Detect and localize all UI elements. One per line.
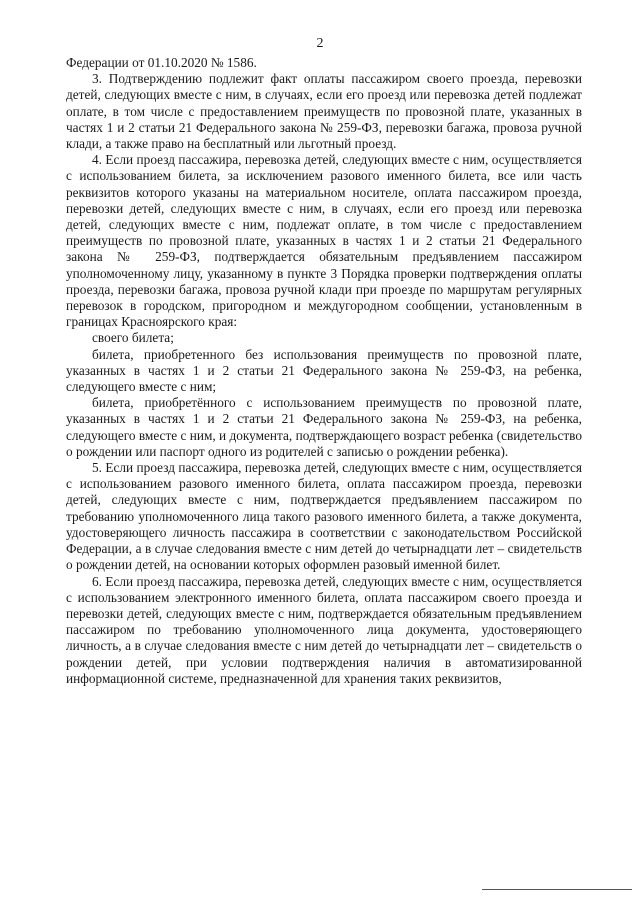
paragraph-item-6: 6. Если проезд пассажира, перевозка детей, следующих вместе с ним, осуществляется с использованием электронного именного билета, оплата пассажиром своего проезда и перевозки детей, следующих вместе с ним, подтверждается обязательным предъявлением пассажиром по требованию уполномоченного лица документа, удостоверяющего личность, а в случае следования вместе с ним детей до четырнадцати лет – свидетельств о рождении детей, при условии подтверждения наличия в автоматизированной информационной системе, предназначенной для хранения таких реквизитов, — [66, 573, 582, 686]
page-number: 2 — [316, 36, 324, 51]
document-body — [66, 55, 582, 687]
paragraph-item-5: 5. Если проезд пассажира, перевозка детей, следующих вместе с ним, осуществляется с использованием разового именного билета, оплата пассажиром проезда, перевозки детей, следующих вместе с ним, подтверждается предъявлением пассажиром по требованию уполномоченного лица такого разового именного билета, а также документа, удостоверяющего личность пассажира в соответствии с законодательством Российской Федерации, а в случае следования вместе с ним детей до четырнадцати лет – свидетельств о рождении детей, на основании которых оформлен разовый именной билет. — [66, 460, 582, 573]
list-item-child-ticket-benefit: билета, приобретённого с использованием преимуществ по провозной плате, указанных в частях 1 и 2 статьи 21 Федерального закона № 259-ФЗ, на ребенка, следующего вместе с ним, и документа, подтверждающего возраст ребенка (свидетельство о рождении или паспорт одного из родителей с записью о рождении ребенка). — [66, 395, 582, 459]
paragraph-item-4: 4. Если проезд пассажира, перевозка детей, следующих вместе с ним, осуществляется с использованием билета, за исключением разового именного билета, все или часть реквизитов которого указаны на материальном носителе, оплата пассажиром проезда, перевозки детей, следующих вместе с ним, в случаях, если его проезд или перевозка детей, следующих вместе с ним, подлежат оплате, в том числе с предоставлением преимуществ по провозной плате, указанных в частях 1 и 2 статьи 21 Федерального закона № 259-ФЗ, подтверждается обязательным предъявлением пассажиром уполномоченному лицу, указанному в пункте 3 Порядка проверки подтверждения оплаты проезда, перевозки багажа, провоза ручной клади при проезде по маршрутам регулярных перевозок в городском, пригородном и междугородном сообщении, установленным в границах Красноярского края: — [66, 152, 582, 330]
paragraph-continuation: Федерации от 01.10.2020 № 1586. — [66, 55, 257, 70]
paragraph-item-3: 3. Подтверждению подлежит факт оплаты пассажиром своего проезда, перевозки детей, следующих вместе с ним, в случаях, если его проезд или перевозка детей подлежат оплате, в том числе с предоставлением преимуществ по провозной плате, указанных в частях 1 и 2 статьи 21 Федерального закона № 259-ФЗ, перевозки багажа, провоза ручной клади, а также право на бесплатный или льготный проезд. — [66, 71, 582, 152]
list-item-child-ticket: билета, приобретенного без использования преимуществ по провозной плате, указанных в частях 1 и 2 статьи 21 Федерального закона № 259-ФЗ, на ребенка, следующего вместе с ним; — [66, 346, 582, 395]
scan-edge-line — [482, 889, 632, 890]
list-item-own-ticket: своего билета; — [92, 330, 174, 346]
